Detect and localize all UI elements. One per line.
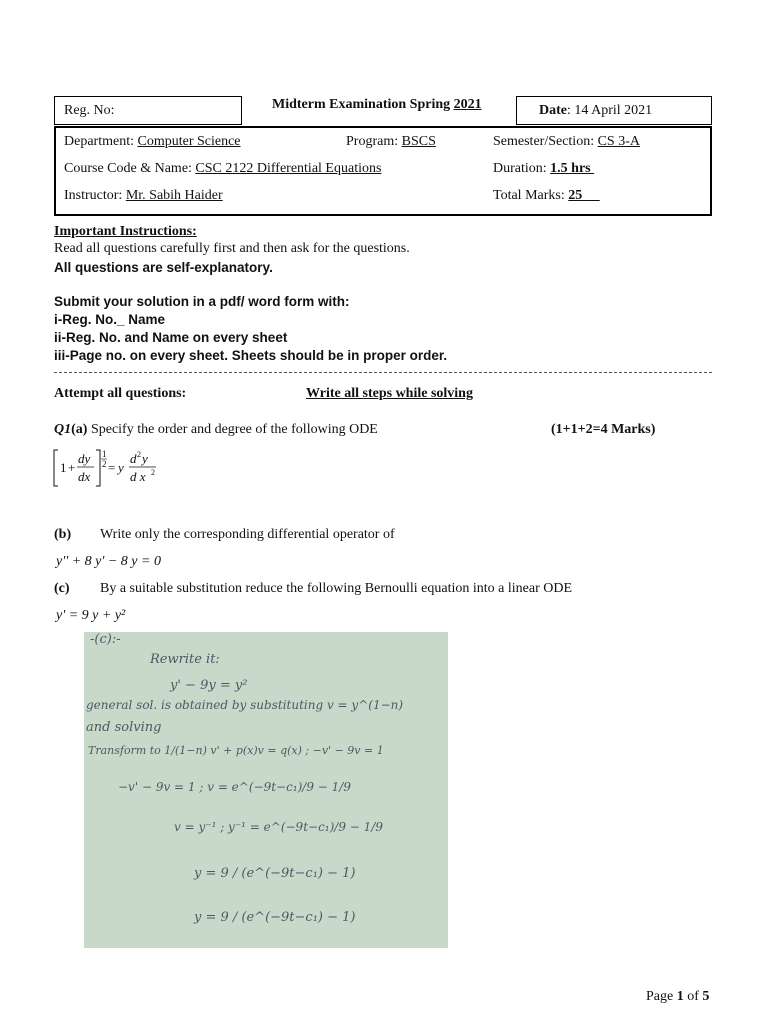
course-field (64, 161, 381, 177)
instruction-line-5: ii-Reg. No. and Name on every sheet (54, 330, 288, 345)
instructor-label: Instructor: (64, 188, 126, 203)
q1-marks: (1+1+2=4 Marks) (551, 422, 656, 437)
svg-text:d: d (130, 451, 137, 466)
department-field (64, 134, 241, 150)
attempt-all-label: Attempt all questions: (54, 386, 187, 401)
q1-c-text: By a suitable substitution reduce the following Bernoulli equation into a linear ODE (100, 581, 573, 596)
course-info-box (54, 126, 712, 216)
hw-line-2: Rewrite it: (150, 652, 220, 667)
date-box (516, 96, 712, 125)
q1-b-equation: y'' + 8 y' − 8 y = 0 (56, 554, 161, 569)
date-label: Date (539, 103, 567, 118)
semester-field (493, 134, 640, 150)
q1-a-line (54, 422, 378, 438)
duration-label: Duration: (493, 161, 551, 176)
svg-text:+: + (68, 460, 76, 475)
q1-b-text: Write only the corresponding differential operator of (100, 527, 395, 542)
exam-year: 2021 (453, 97, 482, 112)
hw-line-5: and solving (86, 720, 162, 735)
hw-line-4: general sol. is obtained by substituting v = y^(1−n) (86, 698, 404, 712)
svg-text:2: 2 (151, 468, 155, 477)
write-steps-label: Write all steps while solving (306, 386, 473, 401)
program-label: Program: (346, 134, 402, 149)
date-text (539, 103, 652, 119)
date-value: : 14 April 2021 (567, 103, 653, 118)
department-value: Computer Science (137, 134, 241, 149)
hw-line-3: y' − 9y = y² (170, 678, 248, 693)
instruction-line-1: Read all questions carefully first and then ask for the questions. (54, 241, 410, 256)
instruction-line-4: i-Reg. No._ Name (54, 312, 166, 327)
duration-field (493, 161, 594, 177)
hw-line-10: y = 9 / (e^(−9t−c₁) − 1) (194, 910, 356, 925)
q1-part-b: (b) (54, 527, 72, 542)
svg-text:=: = (108, 460, 116, 475)
semester-value: CS 3-A (597, 134, 640, 149)
hw-line-6: Transform to 1/(1−n) v' + p(x)v = q(x) ; −v' − 9v = 1 (88, 744, 384, 757)
svg-text:2: 2 (102, 459, 107, 469)
equation-a (52, 446, 172, 490)
dashed-separator (54, 372, 712, 373)
svg-text:y: y (118, 460, 124, 475)
q1-c-equation: y' = 9 y + y² (56, 608, 126, 623)
semester-label: Semester/Section: (493, 134, 598, 149)
svg-text:dy: dy (78, 451, 91, 466)
instruction-line-6: iii-Page no. on every sheet. Sheets should be in proper order. (54, 348, 448, 363)
page-number: 1 (676, 989, 684, 1004)
svg-text:d x: d x (130, 469, 146, 484)
instruction-line-3: Submit your solution in a pdf/ word form with: (54, 294, 350, 309)
instructions-heading: Important Instructions: (54, 224, 197, 239)
svg-text:2: 2 (137, 450, 141, 459)
hw-line-8: v = y⁻¹ ; y⁻¹ = e^(−9t−c₁)/9 − 1/9 (174, 820, 383, 834)
page-of-label: of (683, 989, 703, 1004)
marks-label: Total Marks: (493, 188, 569, 203)
duration-value: 1.5 hrs (550, 161, 595, 176)
hw-line-7: −v' − 9v = 1 ; v = e^(−9t−c₁)/9 − 1/9 (118, 780, 351, 794)
svg-text:dx: dx (78, 469, 91, 484)
hw-line-9: y = 9 / (e^(−9t−c₁) − 1) (194, 866, 356, 881)
svg-text:y: y (142, 451, 148, 466)
hw-line-1: -(c):- (90, 632, 121, 647)
page-footer (646, 989, 709, 1005)
q1-part-a: (a) (71, 422, 88, 437)
q1-a-text: Specify the order and degree of the following ODE (87, 422, 378, 437)
svg-text:1: 1 (60, 460, 67, 475)
instructor-value: Mr. Sabih Haider (125, 188, 223, 203)
program-field (346, 134, 436, 150)
instructor-field (64, 188, 223, 204)
svg-text:1: 1 (102, 449, 107, 459)
q1-label: Q1 (54, 422, 72, 437)
handwritten-solution-image (84, 632, 448, 948)
page-label: Page (646, 989, 677, 1004)
course-value: CSC 2122 Differential Equations (195, 161, 382, 176)
exam-title-prefix: Midterm Examination Spring (272, 97, 454, 112)
reg-no-label: Reg. No: (64, 103, 115, 118)
marks-value: 25 (568, 188, 600, 203)
department-label: Department: (64, 134, 138, 149)
program-value: BSCS (401, 134, 436, 149)
course-label: Course Code & Name: (64, 161, 196, 176)
instruction-line-2: All questions are self-explanatory. (54, 260, 273, 275)
reg-no-box (54, 96, 242, 125)
marks-field (493, 188, 600, 204)
q1-part-c: (c) (54, 581, 70, 596)
page-total: 5 (702, 989, 710, 1004)
exam-title (272, 97, 482, 113)
